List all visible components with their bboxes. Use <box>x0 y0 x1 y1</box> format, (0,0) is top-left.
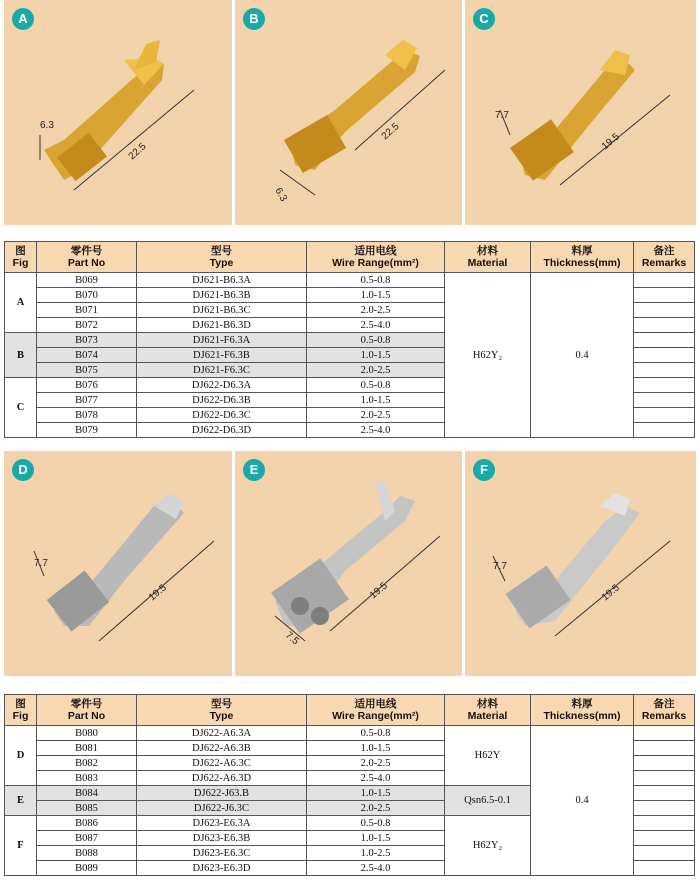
remarks-cell <box>634 741 695 756</box>
material-cell: Qsn6.5-0.1 <box>445 786 531 816</box>
type-cell: DJ622-A6.3B <box>137 741 307 756</box>
header-thickness: 料厚 Thickness(mm) <box>531 242 634 273</box>
type-cell: DJ622-D6.3A <box>137 378 307 393</box>
header-wire: 适用电线 Wire Range(mm²) <box>307 242 445 273</box>
part-cell: B083 <box>37 771 137 786</box>
wire-cell: 2.0-2.5 <box>307 756 445 771</box>
part-cell: B077 <box>37 393 137 408</box>
part-cell: B088 <box>37 846 137 861</box>
wire-cell: 0.5-0.8 <box>307 333 445 348</box>
svg-text:6.3: 6.3 <box>40 120 54 131</box>
part-cell: B081 <box>37 741 137 756</box>
remarks-cell <box>634 288 695 303</box>
part-cell: B080 <box>37 726 137 741</box>
part-cell: B085 <box>37 801 137 816</box>
remarks-cell <box>634 378 695 393</box>
photo-b <box>235 0 462 225</box>
remarks-cell <box>634 408 695 423</box>
thickness-cell: 0.4 <box>531 726 634 876</box>
photo-e <box>235 451 462 676</box>
svg-text:7.7: 7.7 <box>495 110 509 121</box>
wire-cell: 0.5-0.8 <box>307 273 445 288</box>
header-remarks: 备注 Remarks <box>634 242 695 273</box>
wire-cell: 2.0-2.5 <box>307 303 445 318</box>
table-header-row <box>5 695 695 726</box>
header-fig: 图 Fig <box>5 242 37 273</box>
type-cell: DJ622-J63.B <box>137 786 307 801</box>
header-wire: 适用电线 Wire Range(mm²) <box>307 695 445 726</box>
remarks-cell <box>634 363 695 378</box>
remarks-cell <box>634 831 695 846</box>
material-cell: H62Y <box>445 726 531 786</box>
wire-cell: 2.5-4.0 <box>307 423 445 438</box>
wire-cell: 1.0-1.5 <box>307 393 445 408</box>
fig-cell: D <box>5 726 37 786</box>
spec-table-1 <box>4 241 695 438</box>
type-cell: DJ622-D6.3B <box>137 393 307 408</box>
wire-cell: 1.0-1.5 <box>307 831 445 846</box>
material-cell: H62Y₂ <box>445 816 531 876</box>
photo-a <box>4 0 232 225</box>
svg-text:7.5: 7.5 <box>283 629 301 648</box>
wire-cell: 1.0-1.5 <box>307 786 445 801</box>
material-cell: H62Y₂ <box>445 273 531 438</box>
remarks-cell <box>634 333 695 348</box>
wire-cell: 0.5-0.8 <box>307 726 445 741</box>
fig-cell: B <box>5 333 37 378</box>
table-header-row <box>5 242 695 273</box>
header-part: 零件号 Part No <box>37 695 137 726</box>
svg-text:19.5: 19.5 <box>599 582 622 604</box>
type-cell: DJ623-E6.3A <box>137 816 307 831</box>
header-fig: 图 Fig <box>5 695 37 726</box>
part-cell: B069 <box>37 273 137 288</box>
badge-b: B <box>243 8 265 30</box>
header-material: 材料 Material <box>445 695 531 726</box>
part-cell: B084 <box>37 786 137 801</box>
svg-text:7.7: 7.7 <box>493 561 507 572</box>
remarks-cell <box>634 786 695 801</box>
part-cell: B086 <box>37 816 137 831</box>
thickness-cell: 0.4 <box>531 273 634 438</box>
svg-text:7.7: 7.7 <box>34 558 48 569</box>
remarks-cell <box>634 726 695 741</box>
remarks-cell <box>634 423 695 438</box>
terminal-f-illustration <box>465 451 696 676</box>
photo-c <box>465 0 696 225</box>
remarks-cell <box>634 273 695 288</box>
wire-cell: 2.0-2.5 <box>307 801 445 816</box>
type-cell: DJ623-E6.3D <box>137 861 307 876</box>
type-cell: DJ622-A6.3A <box>137 726 307 741</box>
header-remarks: 备注 Remarks <box>634 695 695 726</box>
badge-d: D <box>12 459 34 481</box>
photo-f <box>465 451 696 676</box>
header-type: 型号 Type <box>137 242 307 273</box>
terminal-b-illustration <box>235 0 462 225</box>
type-cell: DJ621-B6.3D <box>137 318 307 333</box>
part-cell: B070 <box>37 288 137 303</box>
wire-cell: 1.0-1.5 <box>307 288 445 303</box>
part-cell: B076 <box>37 378 137 393</box>
badge-e: E <box>243 459 265 481</box>
type-cell: DJ621-B6.3B <box>137 288 307 303</box>
terminal-d-illustration <box>4 451 232 676</box>
svg-text:6.3: 6.3 <box>272 186 289 204</box>
svg-text:22.5: 22.5 <box>379 121 402 143</box>
part-cell: B087 <box>37 831 137 846</box>
type-cell: DJ621-B6.3C <box>137 303 307 318</box>
photo-d <box>4 451 232 676</box>
terminal-c-illustration <box>465 0 696 225</box>
wire-cell: 1.0-1.5 <box>307 348 445 363</box>
part-cell: B082 <box>37 756 137 771</box>
part-cell: B075 <box>37 363 137 378</box>
badge-c: C <box>473 8 495 30</box>
remarks-cell <box>634 801 695 816</box>
type-cell: DJ623-E6.3C <box>137 846 307 861</box>
terminal-a-illustration <box>4 0 232 225</box>
wire-cell: 2.5-4.0 <box>307 861 445 876</box>
wire-cell: 2.0-2.5 <box>307 408 445 423</box>
wire-cell: 1.0-2.5 <box>307 846 445 861</box>
wire-cell: 0.5-0.8 <box>307 378 445 393</box>
type-cell: DJ621-F6.3A <box>137 333 307 348</box>
remarks-cell <box>634 861 695 876</box>
remarks-cell <box>634 318 695 333</box>
part-cell: B071 <box>37 303 137 318</box>
remarks-cell <box>634 816 695 831</box>
svg-text:22.5: 22.5 <box>126 141 149 163</box>
header-type: 型号 Type <box>137 695 307 726</box>
wire-cell: 2.0-2.5 <box>307 363 445 378</box>
table-row <box>5 273 695 288</box>
wire-cell: 1.0-1.5 <box>307 741 445 756</box>
fig-cell: C <box>5 378 37 438</box>
fig-cell: A <box>5 273 37 333</box>
type-cell: DJ621-F6.3C <box>137 363 307 378</box>
type-cell: DJ621-B6.3A <box>137 273 307 288</box>
fig-cell: F <box>5 816 37 876</box>
wire-cell: 2.5-4.0 <box>307 318 445 333</box>
type-cell: DJ622-A6.3C <box>137 756 307 771</box>
wire-cell: 0.5-0.8 <box>307 816 445 831</box>
part-cell: B073 <box>37 333 137 348</box>
header-thickness: 料厚 Thickness(mm) <box>531 695 634 726</box>
terminal-e-illustration <box>235 451 462 676</box>
remarks-cell <box>634 846 695 861</box>
header-part: 零件号 Part No <box>37 242 137 273</box>
remarks-cell <box>634 393 695 408</box>
spec-table-2 <box>4 694 695 876</box>
svg-text:19.5: 19.5 <box>146 582 169 604</box>
type-cell: DJ622-D6.3C <box>137 408 307 423</box>
remarks-cell <box>634 348 695 363</box>
fig-cell: E <box>5 786 37 816</box>
type-cell: DJ622-J6.3C <box>137 801 307 816</box>
remarks-cell <box>634 771 695 786</box>
part-cell: B072 <box>37 318 137 333</box>
part-cell: B089 <box>37 861 137 876</box>
part-cell: B079 <box>37 423 137 438</box>
badge-a: A <box>12 8 34 30</box>
remarks-cell <box>634 756 695 771</box>
part-cell: B078 <box>37 408 137 423</box>
table-row <box>5 726 695 741</box>
wire-cell: 2.5-4.0 <box>307 771 445 786</box>
type-cell: DJ621-F6.3B <box>137 348 307 363</box>
part-cell: B074 <box>37 348 137 363</box>
remarks-cell <box>634 303 695 318</box>
type-cell: DJ623-E6.3B <box>137 831 307 846</box>
type-cell: DJ622-A6.3D <box>137 771 307 786</box>
type-cell: DJ622-D6.3D <box>137 423 307 438</box>
svg-text:19.5: 19.5 <box>599 131 622 153</box>
badge-f: F <box>473 459 495 481</box>
svg-text:19.5: 19.5 <box>367 580 390 602</box>
header-material: 材料 Material <box>445 242 531 273</box>
